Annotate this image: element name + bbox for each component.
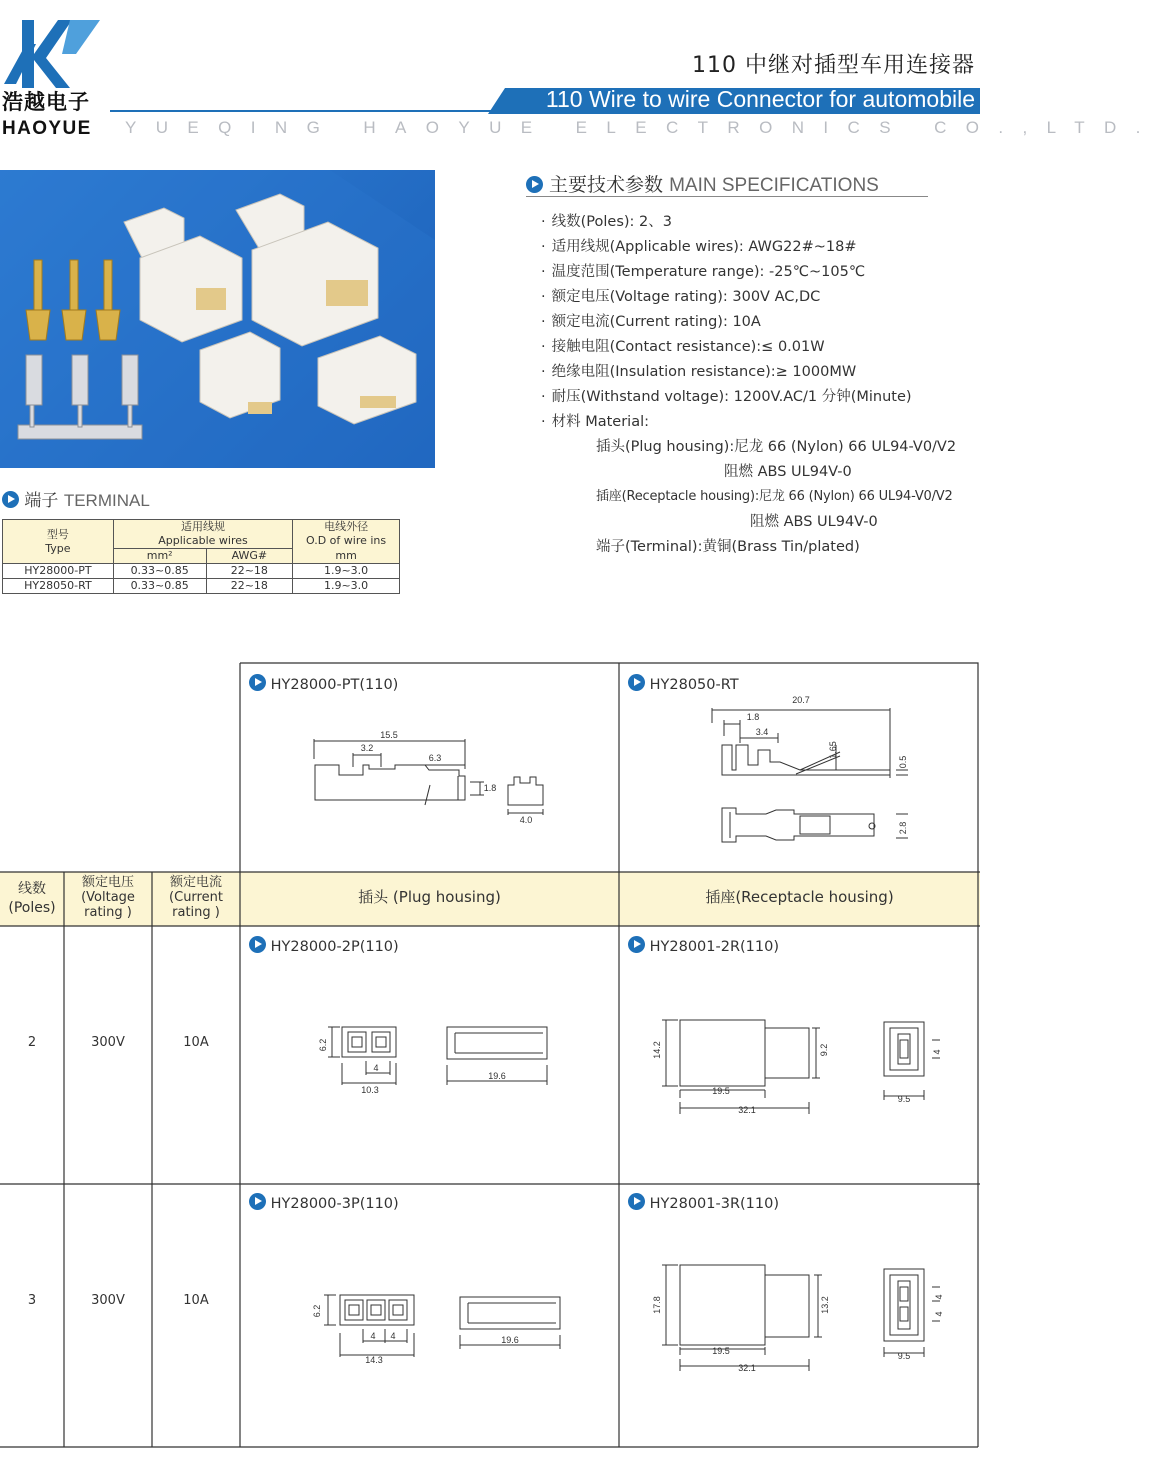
play-bullet-icon: [526, 176, 543, 193]
spec-voltage: · 额定电压(Voltage rating): 300V AC,DC: [541, 285, 820, 306]
dim-label: 4: [373, 1063, 379, 1073]
material-plug: 插头(Plug housing):尼龙 66 (Nylon) 66 UL94-V0/V2: [596, 439, 957, 455]
header-plug: 插头 (Plug housing): [358, 888, 501, 906]
dim-label: 6.3: [428, 753, 442, 763]
dim-label: 14.2: [652, 1041, 662, 1059]
dim-label: 4: [934, 1294, 944, 1300]
play-bullet-icon: [628, 936, 645, 953]
drawing-3p: [310, 1285, 570, 1365]
terminal-table: [2, 519, 400, 594]
col-mm: mm: [293, 549, 400, 564]
dim-label: 4: [390, 1331, 396, 1341]
dim-label: 10.3: [361, 1085, 379, 1095]
header-receptacle: 插座(Receptacle housing): [705, 888, 894, 906]
play-bullet-icon: [249, 674, 266, 691]
play-bullet-icon: [628, 1193, 645, 1210]
material-plug-abs: 阻燃 ABS UL94V-0: [724, 464, 852, 480]
dim-label: 3.4: [755, 727, 769, 737]
dim-label: 1.65: [828, 741, 838, 759]
dim-label: 19.6: [501, 1335, 519, 1345]
part-label-3r: HY28001-3R(110): [628, 1193, 779, 1212]
part-label-rt: HY28050-RT: [628, 674, 739, 693]
dim-label: 2.8: [898, 821, 908, 835]
product-photo: [0, 170, 435, 468]
page-title-en: 110 Wire to wire Connector for automobile: [545, 86, 975, 112]
dim-label: 17.8: [652, 1296, 662, 1314]
col-mm2: mm²: [113, 549, 206, 564]
row3-poles: 3: [27, 1293, 37, 1308]
specs-heading-rule: [526, 196, 928, 197]
spec-poles: · 线数(Poles): 2、3: [541, 210, 672, 231]
spec-material: · 材料 Material:: [541, 410, 649, 431]
dim-label: 9.5: [897, 1351, 911, 1361]
spec-current: · 额定电流(Current rating): 10A: [541, 310, 761, 331]
header-current: 额定电流 (Current rating ): [169, 875, 223, 920]
dim-label: 6.2: [318, 1038, 328, 1052]
terminal-heading: 端子 TERMINAL: [2, 486, 150, 511]
dim-label: 3.2: [360, 743, 374, 753]
row2-voltage: 300V: [91, 1035, 125, 1050]
col-awg: AWG#: [206, 549, 293, 564]
col-type: 型号 Type: [3, 520, 114, 564]
dim-label: 20.7: [792, 695, 810, 705]
row2-current: 10A: [183, 1035, 209, 1050]
dim-label: 19.5: [712, 1086, 730, 1096]
row2-poles: 2: [27, 1035, 37, 1050]
drawing-pt: [300, 725, 560, 830]
material-receptacle-abs: 阻燃 ABS UL94V-0: [750, 514, 878, 530]
material-receptacle: 插座(Receptacle housing):尼龙 66 (Nylon) 66 UL94-V0/V2: [596, 489, 953, 504]
drawing-2p: [310, 1015, 560, 1095]
spec-contact-resistance: · 接触电阻(Contact resistance):≤ 0.01W: [541, 335, 825, 356]
spec-wires: · 适用线规(Applicable wires): AWG22#~18#: [541, 235, 856, 256]
dim-label: 1.8: [483, 783, 497, 793]
brand-name-cn: 浩越电子: [2, 90, 90, 114]
part-label-2p: HY28000-2P(110): [249, 936, 399, 955]
row3-voltage: 300V: [91, 1293, 125, 1308]
header-voltage: 额定电压 (Voltage rating ): [81, 875, 135, 920]
play-bullet-icon: [2, 491, 19, 508]
spec-temperature: · 温度范围(Temperature range): -25℃~105℃: [541, 260, 865, 281]
col-wires: 适用线规 Applicable wires: [113, 520, 292, 549]
dim-label: 4: [934, 1311, 944, 1317]
play-bullet-icon: [249, 1193, 266, 1210]
header-poles: 线数 (Poles): [8, 881, 56, 916]
dim-label: 19.6: [488, 1071, 506, 1081]
col-od: 电线外径 O.D of wire ins: [293, 520, 400, 549]
logo-mark-icon: [0, 14, 110, 89]
dim-label: 4.0: [519, 815, 533, 825]
dim-label: 15.5: [380, 730, 398, 740]
spec-withstand-voltage: · 耐压(Withstand voltage): 1200V.AC/1 分钟(Minute): [541, 385, 912, 406]
dim-label: 14.3: [365, 1355, 383, 1365]
dim-label: 32.1: [738, 1363, 756, 1373]
spec-insulation-resistance: · 绝缘电阻(Insulation resistance):≥ 1000MW: [541, 360, 856, 381]
company-name: YUEQING HAOYUE ELECTRONICS CO.,LTD.: [125, 118, 1160, 137]
dim-label: 9.2: [819, 1043, 829, 1057]
material-terminal: 端子(Terminal):黄铜(Brass Tin/plated): [596, 539, 860, 555]
dim-label: 0.5: [898, 755, 908, 769]
part-label-pt: HY28000-PT(110): [249, 674, 398, 693]
dim-label: 4: [932, 1049, 942, 1055]
part-label-3p: HY28000-3P(110): [249, 1193, 399, 1212]
play-bullet-icon: [628, 674, 645, 691]
part-label-2r: HY28001-2R(110): [628, 936, 779, 955]
table-row: HY28000-PT 0.33~0.85 22~18 1.9~3.0: [3, 564, 400, 579]
drawing-2r: [650, 1010, 960, 1120]
specs-heading: 主要技术参数 MAIN SPECIFICATIONS: [526, 170, 879, 197]
logo: [0, 14, 110, 89]
dim-label: 4: [370, 1331, 376, 1341]
drawing-rt: [700, 690, 920, 860]
row3-current: 10A: [183, 1293, 209, 1308]
brand-name-en: HAOYUE: [2, 118, 92, 139]
dim-label: 13.2: [820, 1296, 830, 1314]
dim-label: 19.5: [712, 1346, 730, 1356]
dim-label: 6.2: [312, 1304, 322, 1318]
play-bullet-icon: [249, 936, 266, 953]
dim-label: 9.5: [897, 1094, 911, 1104]
dim-label: 1.8: [746, 712, 760, 722]
table-row: HY28050-RT 0.33~0.85 22~18 1.9~3.0: [3, 579, 400, 594]
drawing-3r: [650, 1265, 960, 1380]
dim-label: 32.1: [738, 1105, 756, 1115]
page-title-cn: 110 中继对插型车用连接器: [692, 53, 975, 78]
